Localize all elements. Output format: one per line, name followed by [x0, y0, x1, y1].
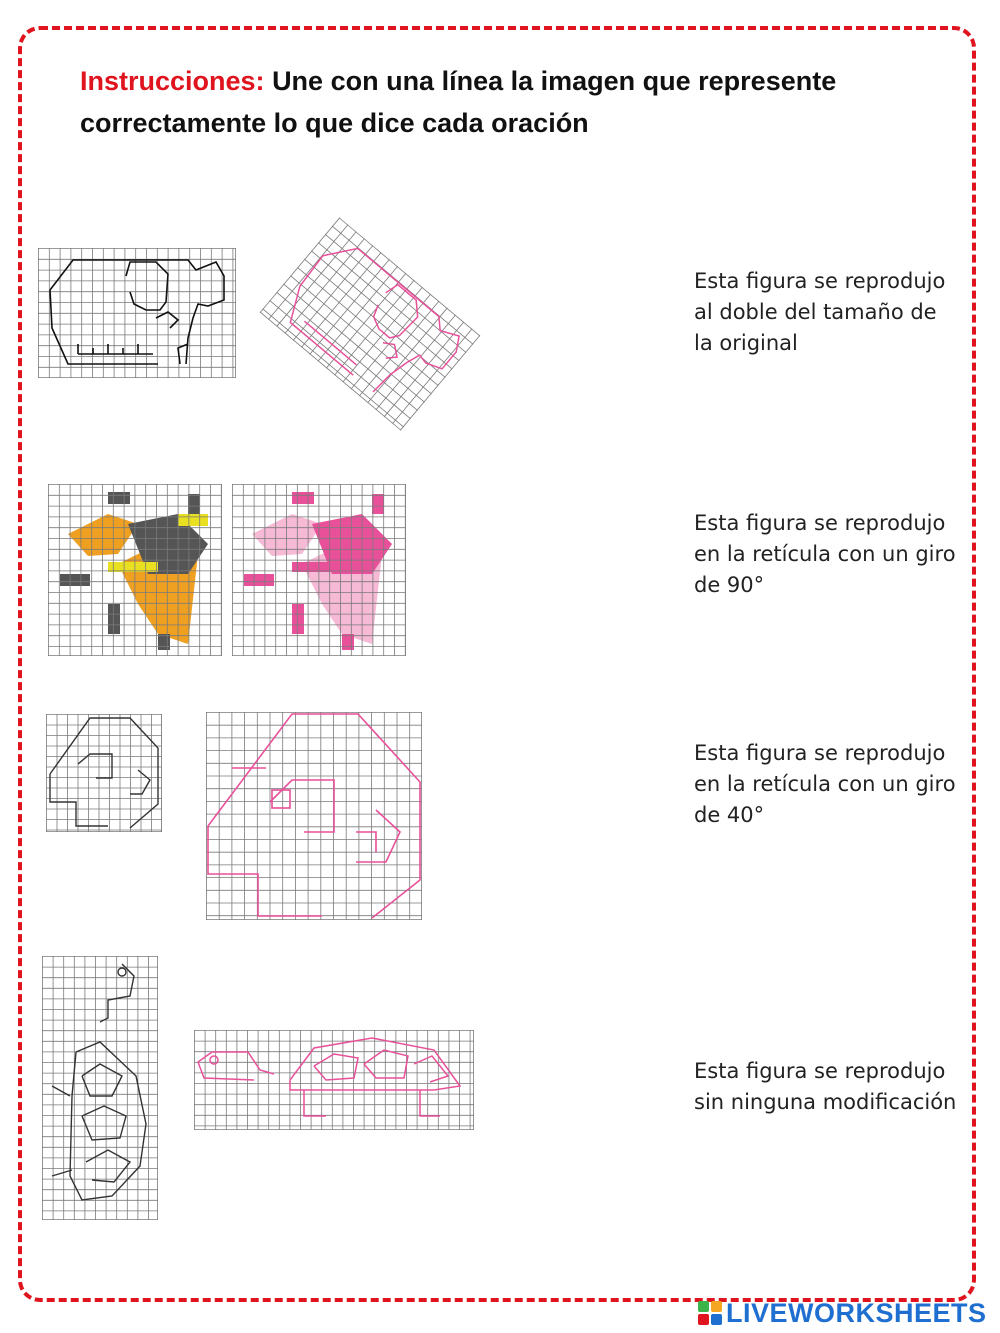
- figure-bee-copy[interactable]: [232, 484, 406, 656]
- statement-1-line1: Esta figura se reprodujo: [694, 269, 946, 293]
- brand-name: LIVEWORKSHEETS: [726, 1297, 987, 1328]
- instructions-text-line2: correctamente lo que dice cada oración: [80, 108, 589, 138]
- figure-snail-original[interactable]: [46, 714, 162, 832]
- statement-1-line2: al doble del tamaño de: [694, 300, 937, 324]
- statement-1-line3: la original: [694, 331, 798, 355]
- statement-2-line1: Esta figura se reprodujo: [694, 511, 946, 535]
- statement-2-line2: en la retícula con un giro: [694, 542, 956, 566]
- statement-1[interactable]: [694, 266, 984, 359]
- figure-bee-original[interactable]: [48, 484, 222, 656]
- figure-turtle-rotated-90[interactable]: [194, 1030, 474, 1130]
- statement-3-line1: Esta figura se reprodujo: [694, 741, 946, 765]
- instructions-text-line1: Une con una línea la imagen que represente: [272, 66, 837, 96]
- statement-3-line2: en la retícula con un giro: [694, 772, 956, 796]
- statement-4-line2: sin ninguna modificación: [694, 1090, 957, 1114]
- elephant-outline: [50, 260, 224, 364]
- statement-4[interactable]: [694, 1056, 984, 1118]
- statement-2[interactable]: [694, 508, 984, 601]
- figure-turtle-original[interactable]: [42, 956, 158, 1220]
- grid-background: [206, 712, 422, 920]
- snail-outline-pink: [208, 714, 420, 918]
- figure-elephant-rotated-40[interactable]: [252, 210, 488, 438]
- statement-3-line3: de 40°: [694, 803, 765, 827]
- statement-4-line1: Esta figura se reprodujo: [694, 1059, 946, 1083]
- statement-2-line3: de 90°: [694, 573, 765, 597]
- liveworksheets-logo: [698, 1298, 987, 1328]
- turtle-outline: [52, 964, 146, 1200]
- grid-background: [46, 714, 162, 832]
- snail-outline: [50, 718, 158, 828]
- instructions-label: Instrucciones:: [80, 66, 265, 96]
- figure-elephant-original[interactable]: [38, 248, 236, 378]
- figure-snail-double[interactable]: [206, 712, 422, 920]
- logo-blocks-icon: [698, 1301, 722, 1325]
- instructions-heading: [80, 60, 940, 144]
- elephant-outline-pink: [277, 234, 467, 416]
- statement-3[interactable]: [694, 738, 984, 831]
